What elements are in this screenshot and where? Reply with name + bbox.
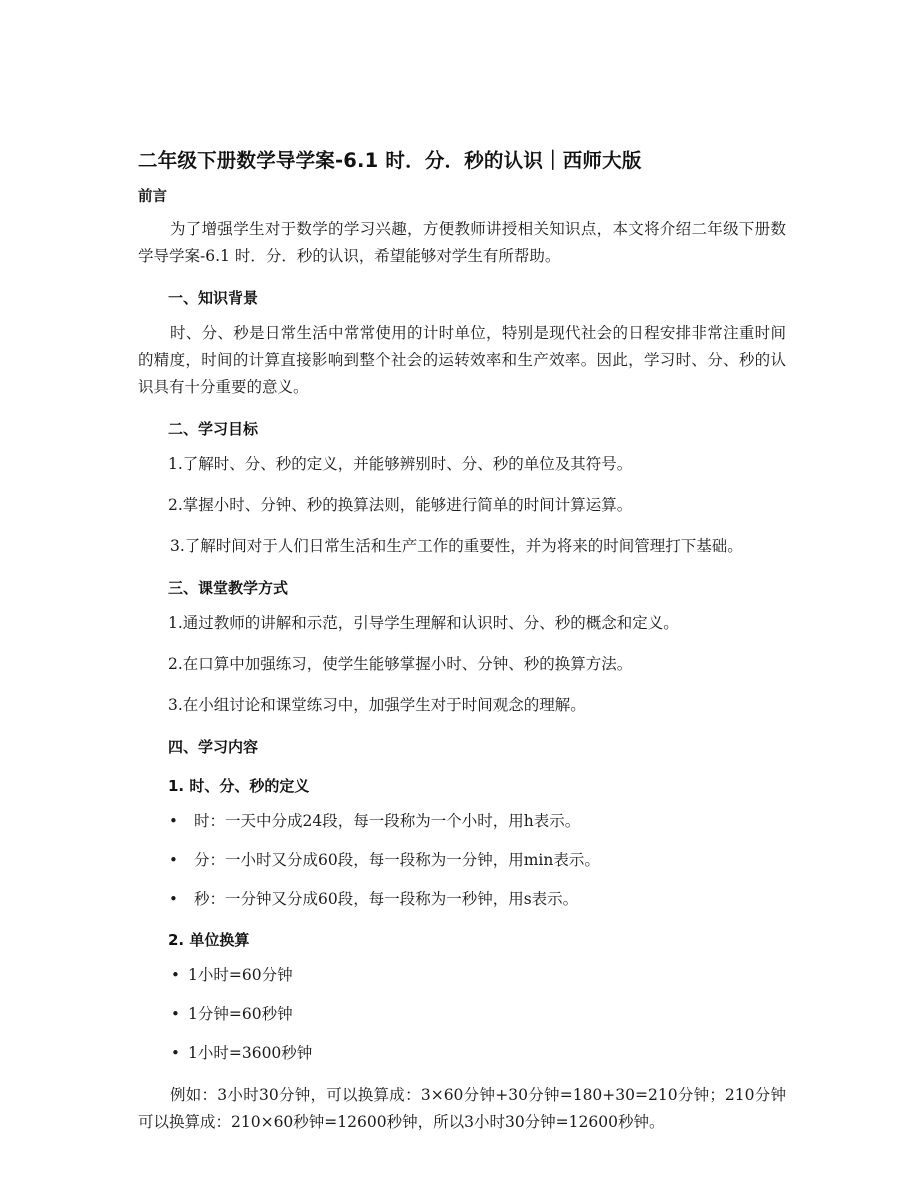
- list-item-text: 1小时=3600秒钟: [188, 1044, 313, 1062]
- bullet-icon: •: [169, 851, 178, 869]
- section-heading-teaching-methods: 三、课堂教学方式: [168, 579, 289, 597]
- subsection-heading-definitions: 1. 时、分、秒的定义: [168, 777, 310, 795]
- list-item-text: 时：一天中分成24段，每一段称为一个小时，用h表示。: [194, 812, 581, 830]
- teaching-method-item: 2.在口算中加强练习，使学生能够掌握小时、分钟、秒的换算方法。: [168, 655, 633, 673]
- bullet-icon: •: [171, 966, 180, 984]
- list-item: [138, 1001, 786, 1028]
- list-item: [138, 808, 786, 835]
- list-item: [138, 847, 786, 874]
- list-item-text: 1分钟=60秒钟: [188, 1005, 293, 1023]
- section-heading-objectives: 二、学习目标: [168, 420, 259, 438]
- bullet-icon: •: [171, 1044, 180, 1062]
- objective-item: 2.掌握小时、分钟、秒的换算法则，能够进行简单的时间计算运算。: [168, 496, 633, 514]
- bullet-icon: •: [171, 1005, 180, 1023]
- teaching-method-item: 3.在小组讨论和课堂练习中，加强学生对于时间观念的理解。: [168, 696, 586, 714]
- list-item-text: 分：一小时又分成60段，每一段称为一分钟，用min表示。: [194, 851, 600, 869]
- unit-conversion-example-paragraph: 例如：3小时30分钟，可以换算成：3×60分钟+30分钟=180+30=210分钟；210分钟可以换算成：210×60秒钟=12600秒钟，所以3小时30分钟=12600秒钟。: [138, 1086, 786, 1131]
- list-item: [138, 1040, 786, 1067]
- bullet-icon: •: [169, 812, 178, 830]
- list-item-text: 1小时=60分钟: [188, 966, 293, 984]
- document-body: [138, 148, 786, 1145]
- teaching-method-item: 1.通过教师的讲解和示范，引导学生理解和认识时、分、秒的概念和定义。: [168, 614, 679, 632]
- list-item: [138, 962, 786, 989]
- section-paragraph-background: 时、分、秒是日常生活中常常使用的计时单位，特别是现代社会的日程安排非常注重时间的精度，时间的计算直接影响到整个社会的运转效率和生产效率。因此，学习时、分、秒的认识具有十分重要的意义。: [138, 324, 786, 396]
- page-title: 二年级下册数学导学案-6.1 时．分．秒的认识｜西师大版: [138, 149, 642, 172]
- subsection-heading-unit-conversion: 2. 单位换算: [168, 931, 250, 949]
- list-item-text: 秒：一分钟又分成60段，每一段称为一秒钟，用s表示。: [194, 890, 579, 908]
- objective-item: 3.了解时间对于人们日常生活和生产工作的重要性，并为将来的时间管理打下基础。: [170, 537, 743, 555]
- preface-heading: 前言: [138, 189, 167, 205]
- list-item: [138, 886, 786, 913]
- bullet-icon: •: [169, 890, 178, 908]
- section-heading-content: 四、学习内容: [168, 738, 259, 756]
- definition-bullet-list: [138, 808, 786, 913]
- preface-paragraph: 为了增强学生对于数学的学习兴趣，方便教师讲授相关知识点，本文将介绍二年级下册数学导学案-6.1 时．分．秒的认识，希望能够对学生有所帮助。: [138, 220, 786, 265]
- section-heading-background: 一、知识背景: [168, 289, 259, 307]
- unit-conversion-bullet-list: [138, 962, 786, 1067]
- objective-item: 1.了解时、分、秒的定义，并能够辨别时、分、秒的单位及其符号。: [168, 455, 633, 473]
